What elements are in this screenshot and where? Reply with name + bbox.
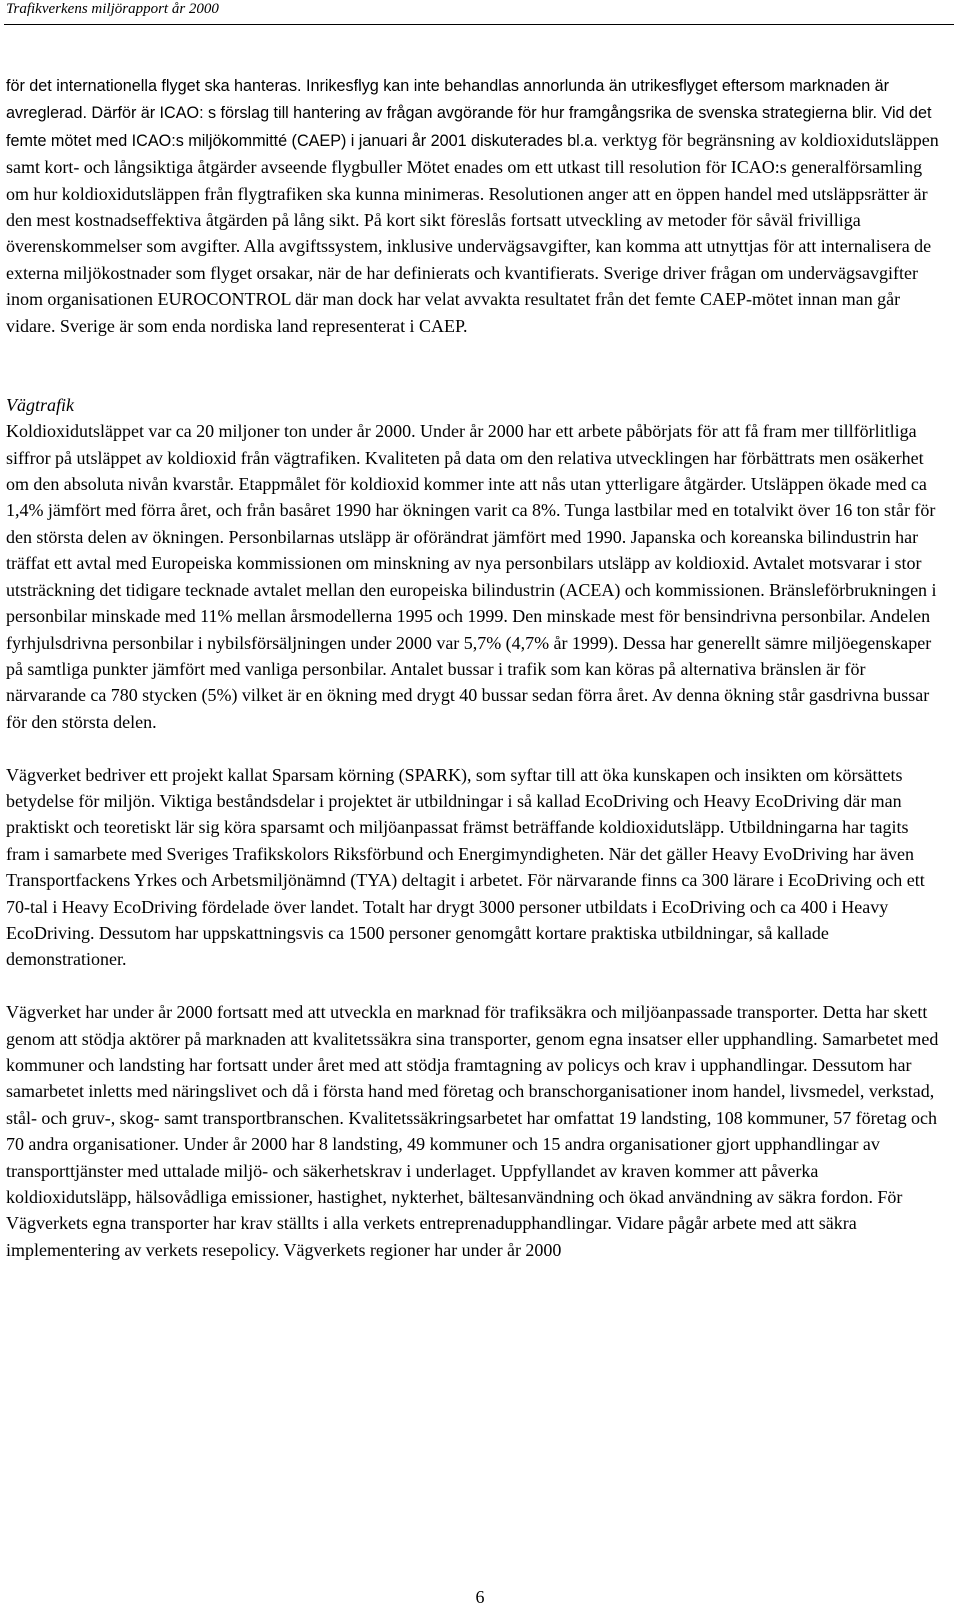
page-number: 6 <box>475 1587 485 1607</box>
paragraph-aviation-rest: verktyg för begränsning av koldioxidutsläppen samt kort- och långsiktiga åtgärder avseende flygbuller Mötet enades om ett utkast till resolution för ICAO:s generalförsamling om hur koldioxidutsläppen från flygtrafiken ska kunna minimeras. Resolutionen anger att en öppen handel med utsläppsrätter är den mest kostnadseffektiva åtgärden på lång sikt. På kort sikt föreslås fortsatt utveckling av metoder för såväl frivilliga överenskommelser som avgifter. Alla avgiftssystem, inklusive undervägsavgifter, kan komma att utnyttjas för att internalisera de externa miljökostnader som flyget orsakar, när de har definierats och kvantifierats. Sverige driver frågan om undervägsavgifter inom organisationen EUROCONTROL där man dock har velat avvakta resultatet från det femte CAEP-mötet innan man går vidare. Sverige är som enda nordiska land representerat i CAEP. <box>6 129 939 336</box>
paragraph-aviation <box>6 72 946 339</box>
header-rule <box>4 24 954 25</box>
paragraph-spark: Vägverket bedriver ett projekt kallat Sparsam körning (SPARK), som syftar till att öka kunskapen och insikten om körsättets betydelse för miljön. Viktiga beståndsdelar i projektet är utbildningar i så kallad EcoDriving och Heavy EcoDriving där man praktiskt och teoretiskt lär sig köra sparsamt och miljöanpassat främst beträffande koldioxidutsläpp. Utbildningarna har tagits fram i samarbete med Sveriges Trafikskolors Riksförbund och Energimyndigheten. När det gäller Heavy EvoDriving har även Transportfackens Yrkes och Arbetsmiljönämnd (TYA) deltagit i arbetet. För närvarande finns ca 300 lärare i EcoDriving och ett 70-tal i Heavy EcoDriving fördelade över landet. Totalt har drygt 3000 personer utbildats i EcoDriving och ca 400 i Heavy EcoDriving. Dessutom har uppskattningsvis ca 1500 personer genomgått kortare praktiska utbildningar, så kallade demonstrationer. <box>6 764 925 970</box>
paragraph-road-emissions: Koldioxidutsläppet var ca 20 miljoner ton under år 2000. Under år 2000 har ett arbete påbörjats för att få fram mer tillförlitliga siffror på utsläppet av koldioxid från vägtrafiken. Kvaliteten på data om den relativa utvecklingen har förbättrats men osäkerhet om den absoluta nivån kvarstår. Etappmålet för koldioxid kommer inte att nås utan ytterligare åtgärder. Utsläppen ökade med ca 1,4% jämfört med förra året, och från basåret 1990 har ökningen varit ca 8%. Tunga lastbilar med en totalvikt över 16 ton står för den största delen av ökningen. Personbilarnas utsläpp är oförändrat jämfört med 1990. Japanska och koreanska bilindustrin har träffat ett avtal med Europeiska kommissionen om minskning av nya personbilars utsläpp av koldioxid. Avtalet motsvarar i stor utsträckning det tidigare tecknade avtalet mellan den europeiska bilindustrin (ACEA) och kommissionen. Bränsleförbrukningen i personbilar minskade med 11% mellan årsmodellerna 1995 och 1999. Den minskade mest för bensindrivna personbilar. Andelen fyrhjulsdrivna personbilar i nybilsförsäljningen under 2000 var 5,7% (4,7% år 1999). Dessa har generellt sämre miljöegenskaper på samtliga punkter jämfört med vanliga personbilar. Antalet bussar i trafik som kan köras på alternativa bränslen är för närvarande ca 780 stycken (5%) vilket är en ökning med drygt 40 bussar sedan förra året. Av denna ökning står gasdrivna bussar för den största delen. <box>6 421 937 732</box>
document-body <box>6 72 946 1263</box>
section-heading-road-traffic: Vägtrafik <box>6 394 74 415</box>
running-header: Trafikverkens miljörapport år 2000 <box>6 1 219 17</box>
paragraph-aviation-lead: för det internationella flyget ska hanteras. Inrikesflyg kan inte behandlas annorlunda än utrikesflyget eftersom marknaden är avreglerad. Därför är ICAO: s förslag till hantering av frågan avgörande för hur framgångsrika de svenska strategierna blir. Vid det femte mötet med ICAO:s miljökommitté (CAEP) i januari år 2001 diskuterades bl.a. <box>6 77 932 150</box>
paragraph-market: Vägverket har under år 2000 fortsatt med att utveckla en marknad för trafiksäkra och miljöanpassade transporter. Detta har skett genom att stödja aktörer på marknaden att kvalitetssäkra sina transporter, genom egna insatser eller upphandling. Samarbetet med kommuner och landsting har fortsatt under året med att stödja framtagning av policys och krav i upphandlingar. Dessutom har samarbetet inletts med näringslivet och då i första hand med företag och branschorganisationer inom handel, livsmedel, verkstad, stål- och gruv-, skog- samt transportbranschen. Kvalitetssäkringsarbetet har omfattat 19 landsting, 108 kommuner, 57 företag och 70 andra organisationer. Under år 2000 har 8 landsting, 49 kommuner och 15 andra organisationer gjort upphandlingar av transporttjänster med uttalade miljö- och säkerhetskrav i underlaget. Uppfyllandet av kraven kommer att påverka koldioxidutsläpp, hälsovådliga emissioner, hastighet, nykterhet, bältesanvändning och ökad användning av säkra fordon. För Vägverkets egna transporter har krav ställts i alla verkets entreprenadupphandlingar. Vidare pågår arbete med att säkra implementering av verkets resepolicy. Vägverkets regioner har under år 2000 <box>6 1002 939 1260</box>
